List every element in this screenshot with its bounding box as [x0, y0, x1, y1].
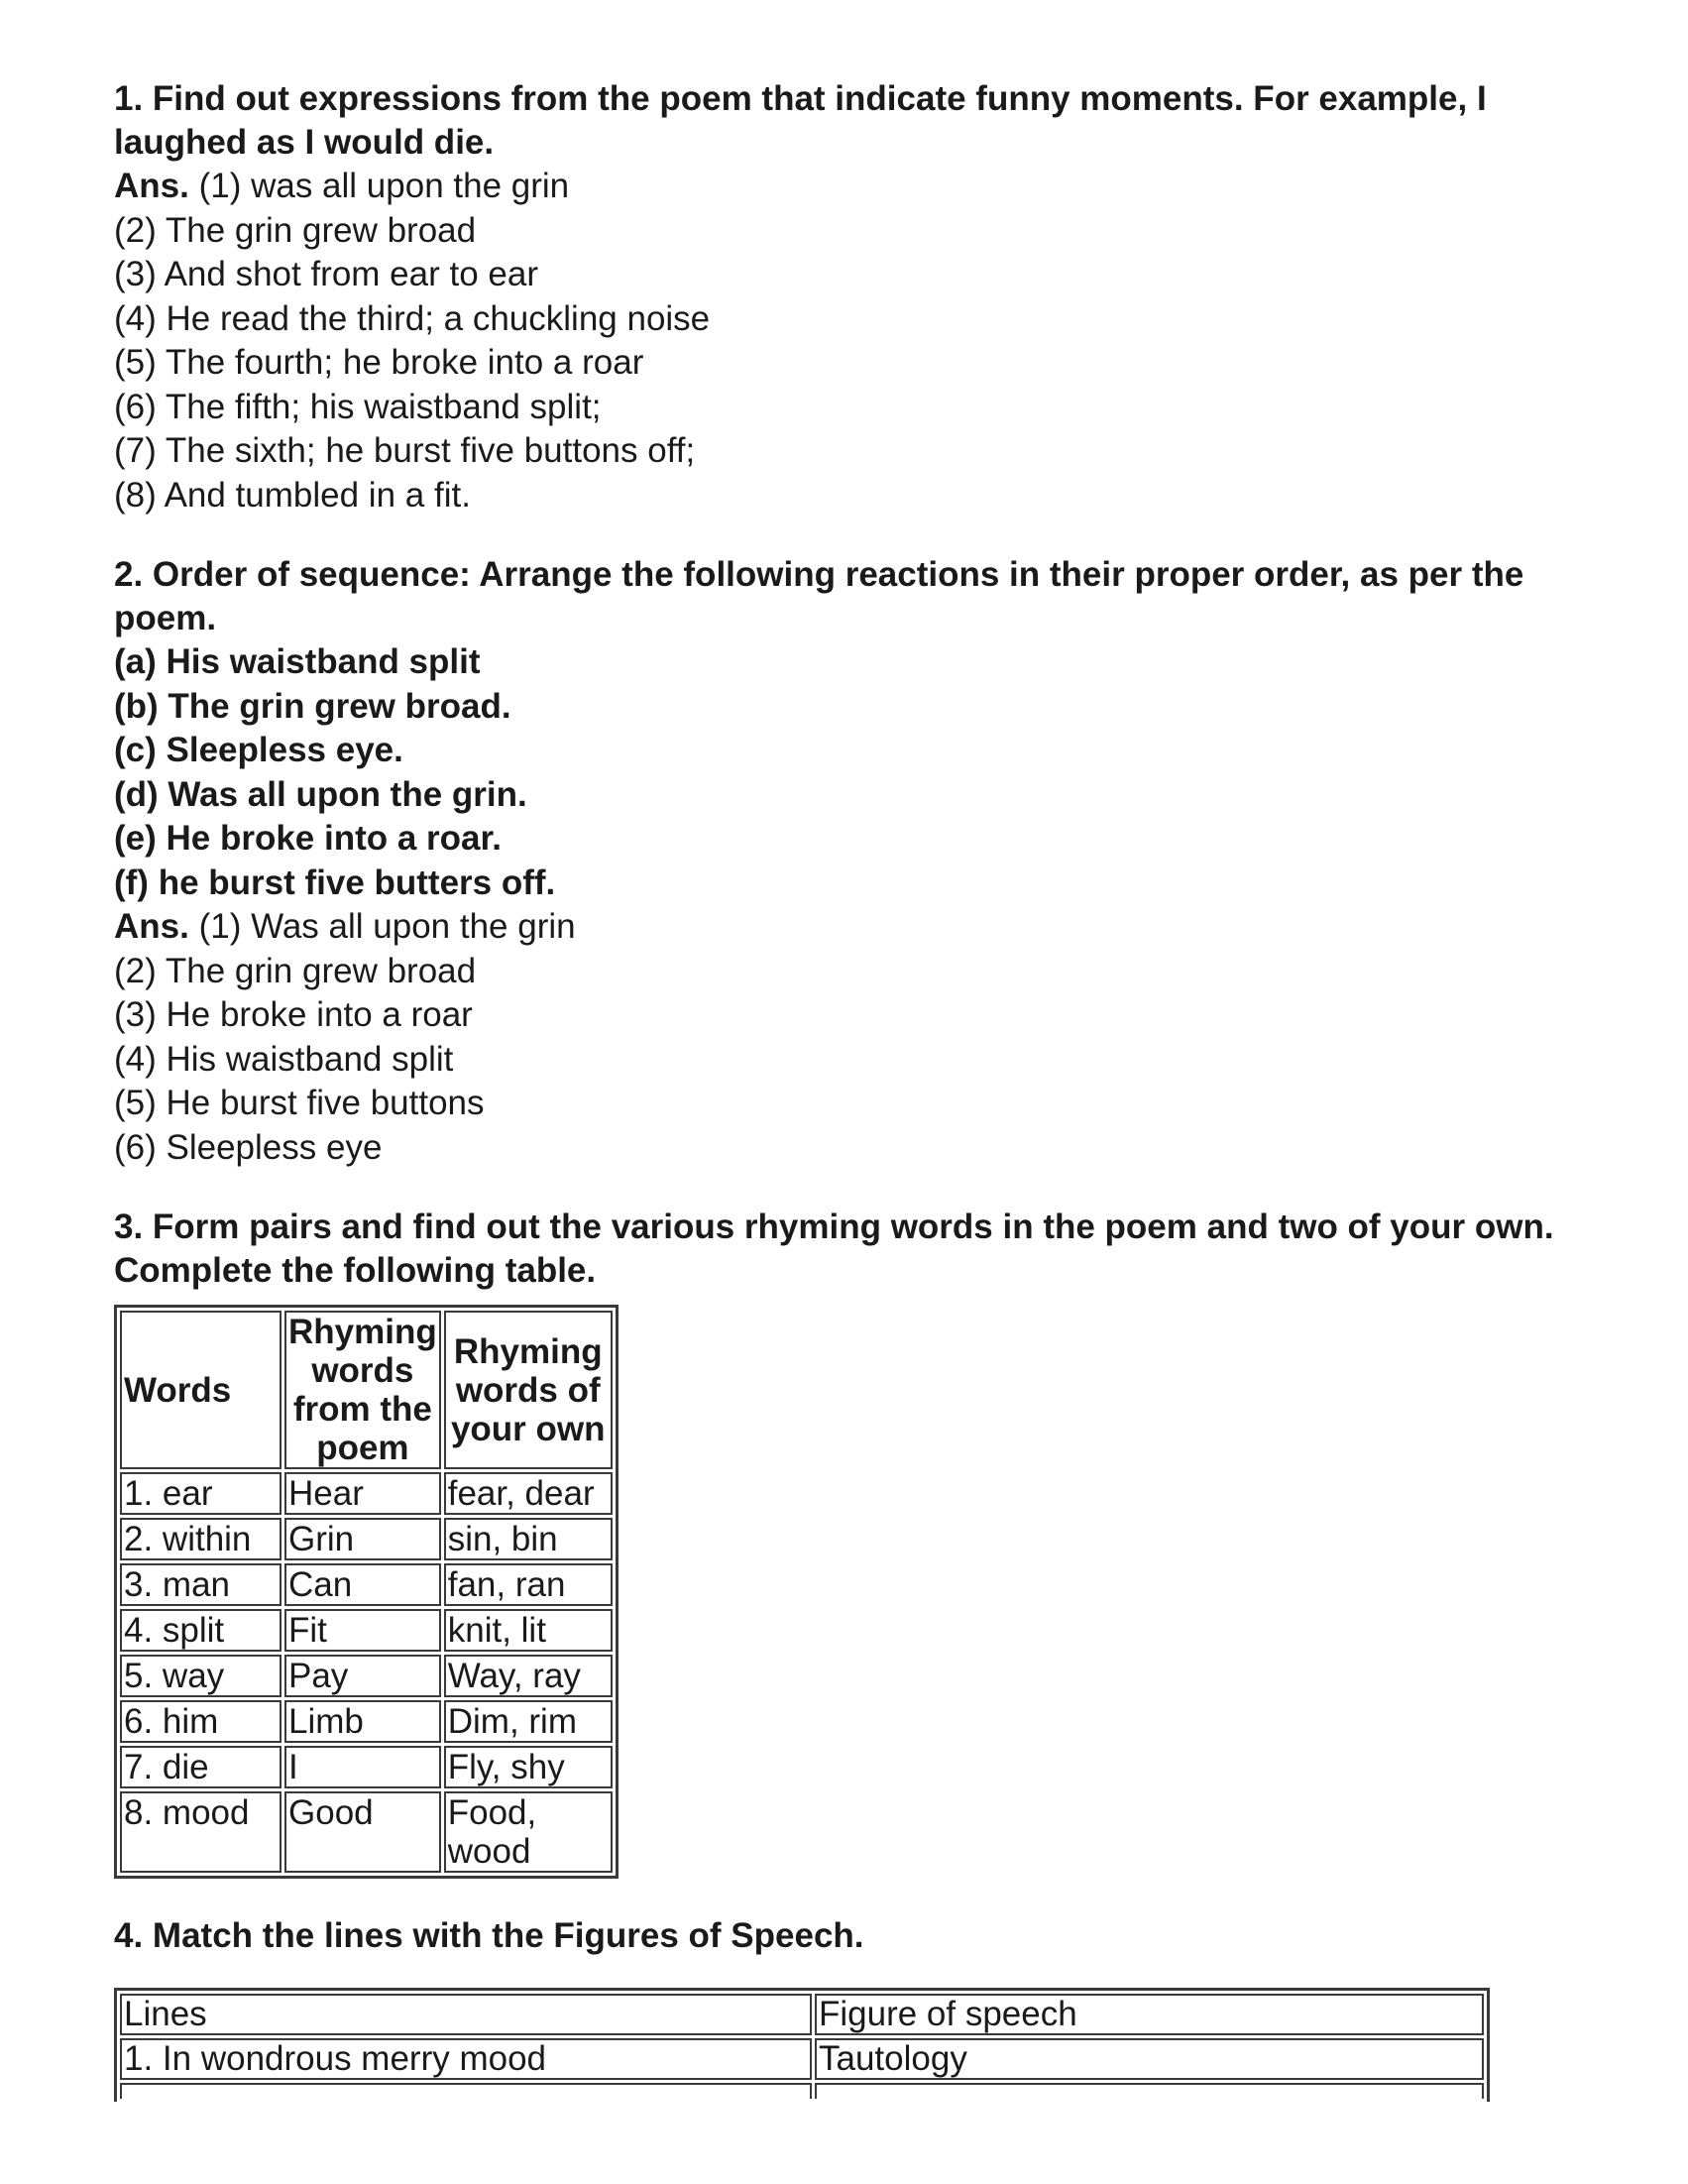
table-header-cell: Words — [120, 1311, 281, 1469]
table-cell: Limb — [284, 1700, 441, 1743]
answer-line: (3) And shot from ear to ear — [114, 255, 538, 293]
table-cell: sin, bin — [444, 1518, 613, 1560]
document-page — [114, 77, 1581, 2137]
table-cell: knit, lit — [444, 1609, 613, 1652]
answer-label: Ans. — [114, 907, 189, 946]
question-2 — [114, 553, 1581, 1170]
question-4-heading: 4. Match the lines with the Figures of Speech. — [114, 1916, 864, 1955]
table-header-cell: Rhyming words of your own — [444, 1311, 613, 1469]
question-4 — [114, 1914, 1581, 2102]
answer-line: (5) The fourth; he broke into a roar — [114, 343, 644, 382]
table-cell: fear, dear — [444, 1472, 613, 1515]
answer-line — [114, 165, 1581, 209]
table-row — [120, 1609, 613, 1652]
table-cell: 8. mood — [120, 1791, 281, 1873]
answer-line: (5) He burst five buttons — [114, 1084, 485, 1122]
table-cell: Way, ray — [444, 1655, 613, 1697]
table-header-row — [120, 1311, 613, 1469]
table-cell: Tautology — [815, 2038, 1484, 2080]
answer-line: (4) He read the third; a chuckling noise — [114, 298, 711, 338]
table-cell: Fly, shy — [444, 1746, 613, 1788]
table-cell: 6. him — [120, 1700, 281, 1743]
table-row — [120, 1472, 613, 1515]
table-row — [120, 1746, 613, 1788]
question-3 — [114, 1206, 1581, 1879]
question-1-heading: 1. Find out expressions from the poem that indicate funny moments. For example, I laughed as I would die. — [114, 79, 1487, 162]
table-cell: 1. ear — [120, 1472, 281, 1515]
table-row — [120, 2038, 1484, 2080]
table-cell — [120, 2083, 812, 2099]
table-header-cell: Figure of speech — [815, 1994, 1484, 2035]
answer-line: (7) The sixth; he burst five buttons off; — [114, 431, 696, 470]
table-header-cell: Lines — [120, 1994, 812, 2035]
table-row — [120, 1655, 613, 1697]
table-cell: 4. split — [120, 1609, 281, 1652]
table-row — [120, 1791, 613, 1873]
table-row — [120, 1518, 613, 1560]
answer-text: (1) was all upon the grin — [198, 167, 570, 205]
question-1 — [114, 77, 1581, 517]
answer-line: (6) The fifth; his waistband split; — [114, 387, 602, 426]
table-cell: Can — [284, 1563, 441, 1606]
option-line: (b) The grin grew broad. — [114, 686, 511, 726]
table-cell — [815, 2083, 1484, 2099]
table-row — [120, 1700, 613, 1743]
table-row-cut-off — [120, 2083, 1484, 2099]
option-line: (a) His waistband split — [114, 642, 481, 681]
question-2-heading: 2. Order of sequence: Arrange the following reactions in their proper order, as per the poem. — [114, 555, 1524, 637]
table-row — [120, 1563, 613, 1606]
table-header-cell: Rhyming words from the poem — [284, 1311, 441, 1469]
option-line: (d) Was all upon the grin. — [114, 774, 527, 814]
figures-of-speech-table — [114, 1988, 1490, 2102]
answer-label: Ans. — [114, 167, 189, 205]
answer-line: (2) The grin grew broad — [114, 951, 477, 990]
table-cell: Grin — [284, 1518, 441, 1560]
answer-line: (6) Sleepless eye — [114, 1127, 383, 1167]
option-line: (c) Sleepless eye. — [114, 731, 403, 769]
table-cell: 2. within — [120, 1518, 281, 1560]
answer-line: (4) His waistband split — [114, 1039, 454, 1079]
table-cell: Fit — [284, 1609, 441, 1652]
table-cell: I — [284, 1746, 441, 1788]
answer-line: (8) And tumbled in a fit. — [114, 475, 471, 515]
table-cell: Good — [284, 1791, 441, 1873]
answer-line: (2) The grin grew broad — [114, 210, 477, 250]
rhyming-words-table — [114, 1305, 619, 1879]
table-cell: 7. die — [120, 1746, 281, 1788]
answer-line — [114, 905, 1581, 950]
table-cell: 5. way — [120, 1655, 281, 1697]
option-line: (e) He broke into a roar. — [114, 819, 502, 858]
table-cell: 1. In wondrous merry mood — [120, 2038, 812, 2080]
option-line: (f) he burst five butters off. — [114, 862, 556, 902]
table-cell: Pay — [284, 1655, 441, 1697]
table-cell: Hear — [284, 1472, 441, 1515]
table-cell: 3. man — [120, 1563, 281, 1606]
answer-text: (1) Was all upon the grin — [198, 907, 576, 946]
question-3-heading: 3. Form pairs and find out the various rhyming words in the poem and two of your own. Complete the following table. — [114, 1207, 1554, 1290]
table-header-row — [120, 1994, 1484, 2035]
table-cell: fan, ran — [444, 1563, 613, 1606]
table-cell: Food, wood — [444, 1791, 613, 1873]
answer-line: (3) He broke into a roar — [114, 995, 473, 1034]
table-cell: Dim, rim — [444, 1700, 613, 1743]
